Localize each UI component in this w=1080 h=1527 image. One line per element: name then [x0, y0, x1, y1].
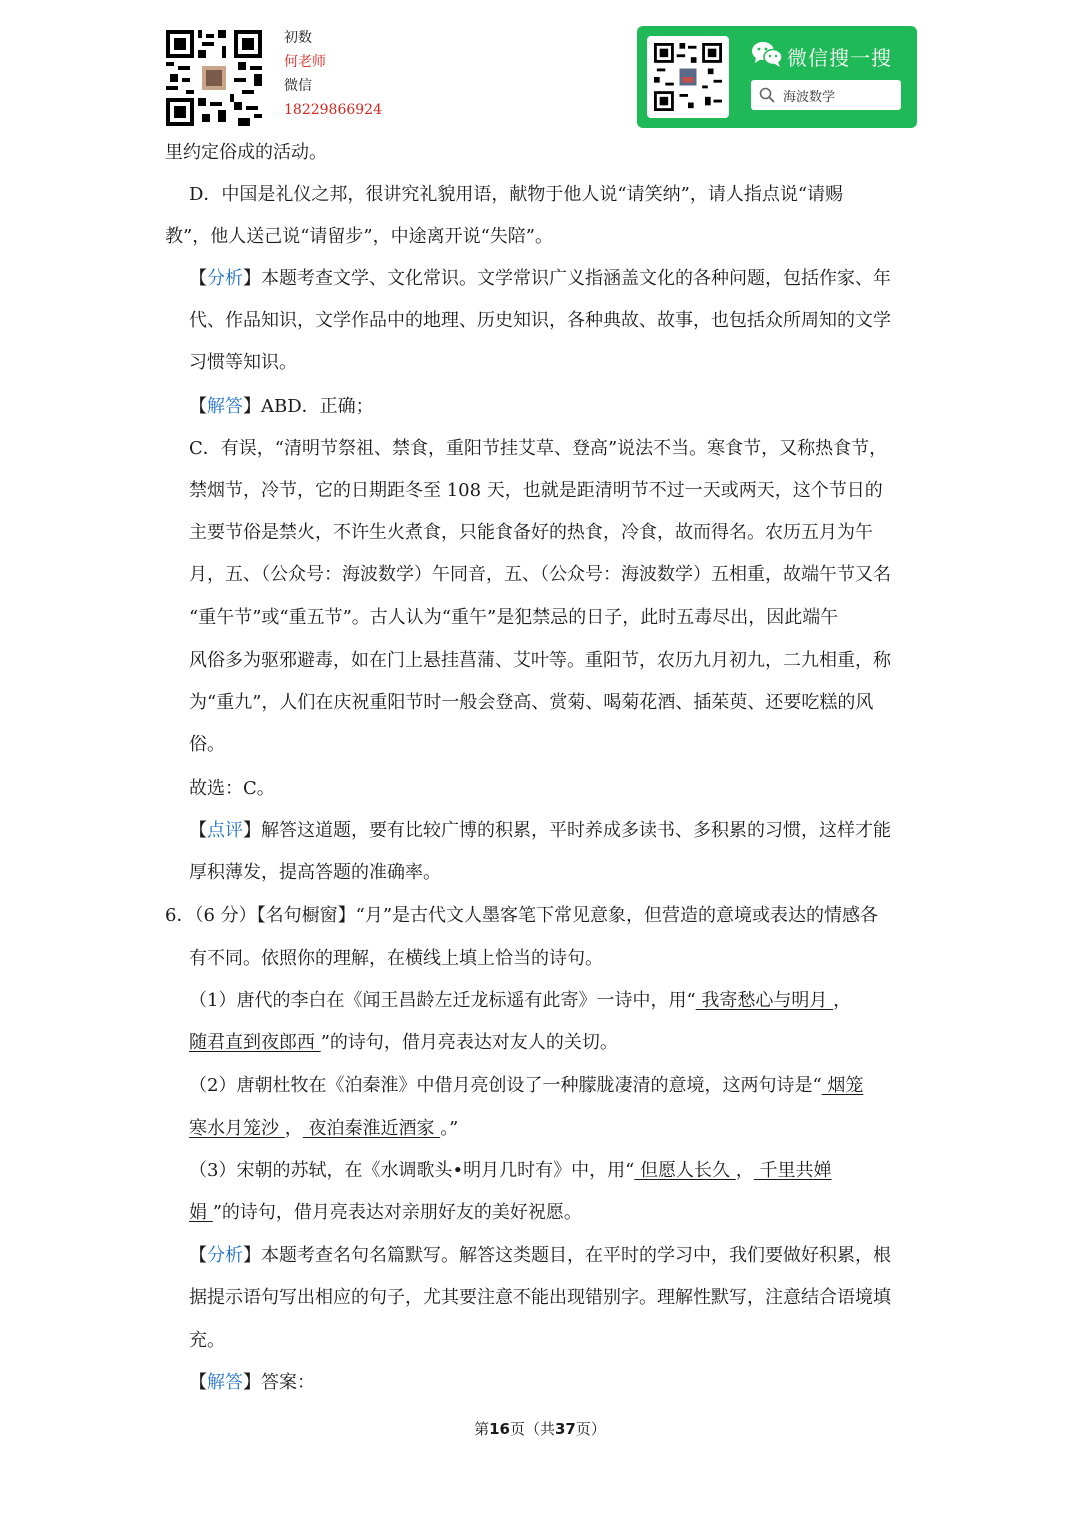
answer-blank: 千里共婵	[753, 1160, 832, 1181]
answer-tag: 【解答】	[189, 1372, 261, 1393]
page-footer: 第16页（共37页）	[474, 1420, 606, 1438]
question-6-heading: 6．（6 分）【名句橱窗】“月”是古代文人墨客笔下常见意象，但营造的意境或表达的情感各	[165, 905, 879, 926]
wechat-search-card[interactable]	[637, 26, 917, 128]
answer-text: ABD．正确；	[261, 396, 374, 417]
analysis-tag: 【分析】	[189, 268, 261, 289]
analysis-tag: 【分析】	[189, 1245, 261, 1266]
search-icon	[759, 87, 775, 103]
wechat-logo-icon	[751, 40, 783, 68]
text-line: 禁烟节，冷节，它的日期距冬至 108 天，也就是距清明节不过一天或两天，这个节日的	[189, 480, 883, 501]
text-line: 里约定俗成的活动。	[165, 142, 327, 163]
contact-info	[284, 26, 382, 122]
total-page-number: 37	[555, 1420, 576, 1438]
wechat-search-title: 微信搜一搜	[787, 46, 892, 70]
text-line: 厚积薄发，提高答题的准确率。	[189, 862, 441, 883]
text-line: 据提示语句写出相应的句子，尤其要注意不能出现错别字。理解性默写，注意结合语境填	[189, 1287, 891, 1308]
contact-subject: 初数	[284, 30, 312, 46]
qr-code	[166, 30, 262, 126]
current-page-number: 16	[489, 1420, 510, 1438]
text-line: 充。	[189, 1330, 225, 1351]
wechat-qr-icon	[654, 43, 722, 111]
answer-blank: 我寄愁心与明月	[695, 990, 834, 1011]
wechat-search-box[interactable]	[751, 80, 901, 110]
answer-tag: 【解答】	[189, 396, 261, 417]
answer-blank: 但愿人长久	[634, 1160, 736, 1181]
answer-blank: 随君直到夜郎西	[189, 1032, 321, 1053]
q6-part2-line-2: 寒水月笼沙 ， 夜泊秦淮近酒家 。”	[189, 1118, 459, 1139]
answer-blank: 寒水月笼沙	[189, 1118, 285, 1139]
text-line: 习惯等知识。	[189, 352, 297, 373]
answer-blank: 娟	[189, 1202, 213, 1223]
text-line: 教”，他人送己说“请留步”，中途离开说“失陪”。	[165, 226, 554, 247]
q6-part2-line: （2）唐朝杜牧在《泊秦淮》中借月亮创设了一种朦胧凄清的意境，这两句诗是“ 烟笼	[189, 1075, 864, 1096]
comment-tag: 【点评】	[189, 820, 261, 841]
text-line: 主要节俗是禁火，不许生火煮食，只能食备好的热食，冷食，故而得名。农历五月为午	[189, 522, 873, 543]
answer-line	[189, 1370, 315, 1396]
q6-part1-line: （1）唐代的李白在《闻王昌龄左迁龙标遥有此寄》一诗中，用“ 我寄愁心与明月 ，	[189, 990, 852, 1011]
text-line: 为“重九”，人们在庆祝重阳节时一般会登高、赏菊、喝菊花酒、插茱萸、还要吃糕的风	[189, 692, 874, 713]
comment-line	[189, 818, 891, 844]
comment-text: 解答这道题，要有比较广博的积累，平时养成多读书、多积累的习惯，这样才能	[261, 820, 891, 841]
wechat-search-text: 海波数学	[783, 90, 836, 105]
answer-blank: 夜泊秦淮近酒家	[302, 1118, 441, 1139]
answer-blank: 烟笼	[821, 1075, 864, 1096]
option-d-line: D．中国是礼仪之邦，很讲究礼貌用语，献物于他人说“请笑纳”，请人指点说“请赐	[189, 184, 844, 205]
text-line: C．有误，“清明节祭祖、禁食，重阳节挂艾草、登高”说法不当。寒食节，又称热食节，	[189, 438, 888, 459]
analysis-text: 本题考查名句名篇默写。解答这类题目，在平时的学习中，我们要做好积累，根	[261, 1245, 891, 1266]
analysis-line	[189, 1243, 891, 1269]
qr-code-icon	[166, 30, 262, 126]
q6-part3-line-2: 娟 ”的诗句，借月亮表达对亲朋好友的美好祝愿。	[189, 1202, 582, 1223]
text-line: 俗。	[189, 734, 225, 755]
analysis-text: 本题考查文学、文化常识。文学常识广义指涵盖文化的各种问题，包括作家、年	[261, 268, 891, 289]
text-line: “重午节”或“重五节”。古人认为“重午”是犯禁忌的日子，此时五毒尽出，因此端午	[189, 607, 839, 628]
q6-part3-line: （3）宋朝的苏轼，在《水调歌头•明月几时有》中，用“ 但愿人长久 ， 千里共婵	[189, 1160, 832, 1181]
header	[0, 0, 1080, 135]
contact-wechat-label: 微信	[284, 78, 312, 94]
contact-teacher: 何老师	[284, 54, 326, 70]
choice-line: 故选：C。	[189, 778, 275, 799]
text-line: 月，五、（公众号：海波数学）午同音，五、（公众号：海波数学）五相重，故端午节又名	[189, 564, 891, 585]
contact-phone: 18229866924	[284, 102, 382, 118]
text-line: 有不同。依照你的理解，在横线上填上恰当的诗句。	[189, 948, 603, 969]
text-line: 代、作品知识，文学作品中的地理、历史知识，各种典故、故事，也包括众所周知的文学	[189, 310, 891, 331]
text-line: 风俗多为驱邪避毒，如在门上悬挂菖蒲、艾叶等。重阳节，农历九月初九，二九相重，称	[189, 650, 891, 671]
analysis-line	[189, 266, 891, 292]
answer-line	[189, 394, 374, 420]
answer-text: 答案：	[261, 1372, 315, 1393]
q6-part1-line-2: 随君直到夜郎西 ”的诗句，借月亮表达对友人的关切。	[189, 1032, 618, 1053]
wechat-qr-code	[647, 36, 729, 118]
